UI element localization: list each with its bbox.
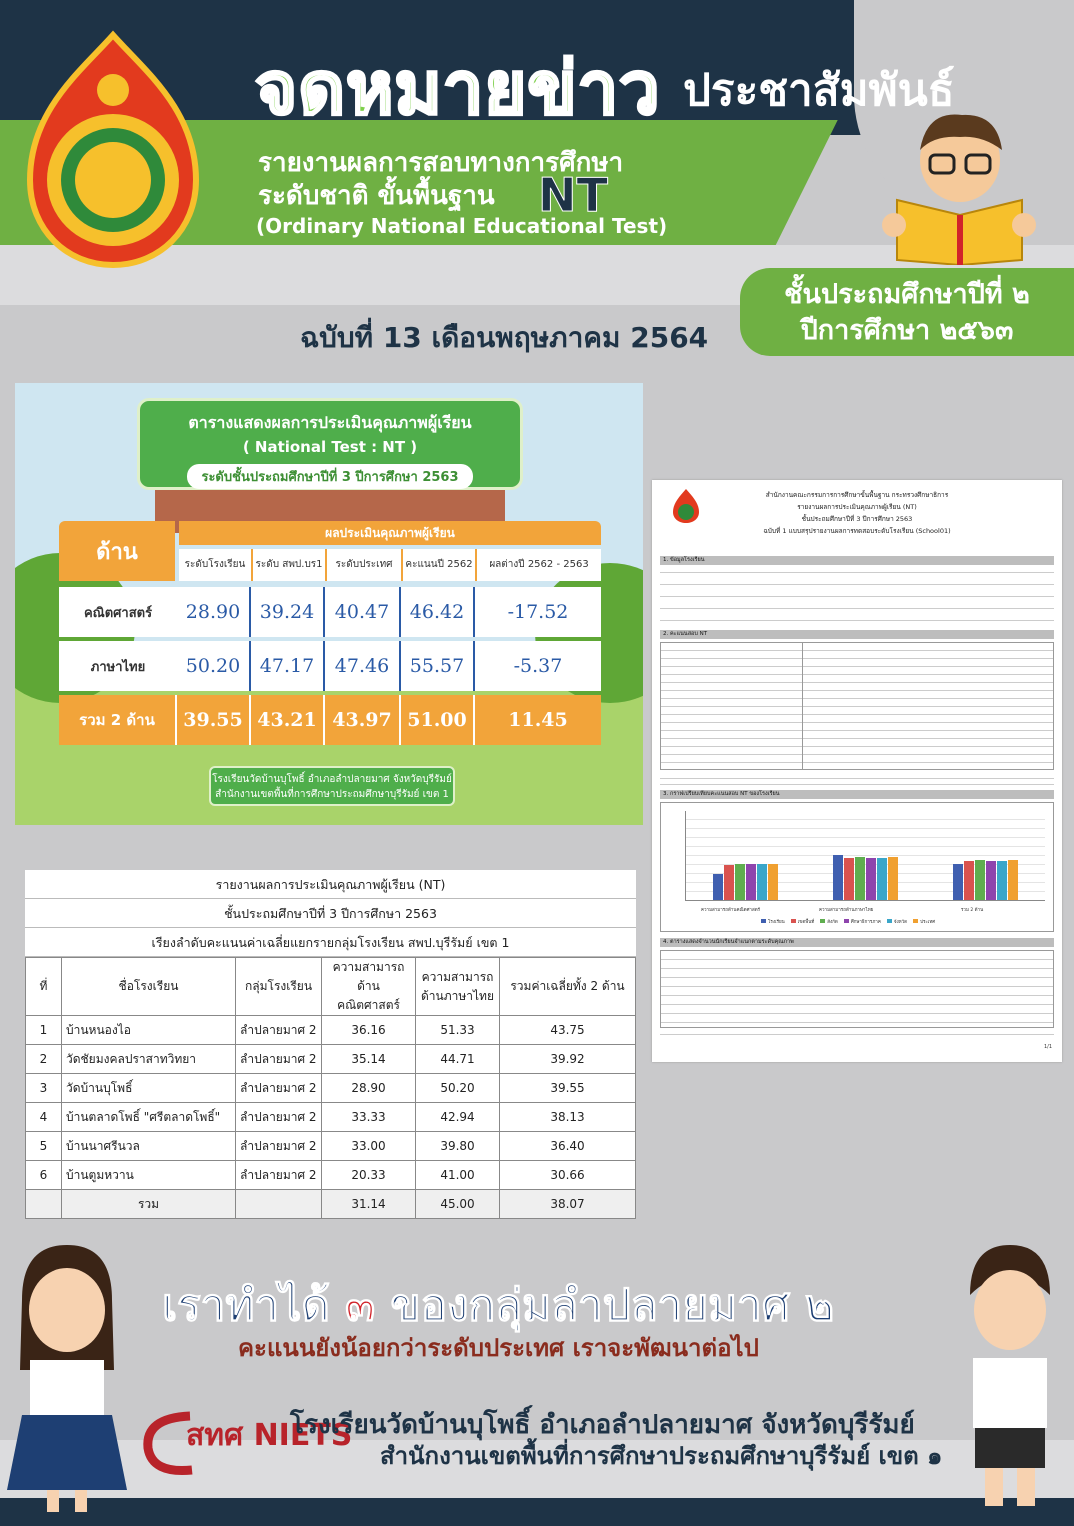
cell: บ้านนาศรีนวล [62, 1132, 236, 1161]
ranking-title1: รายงานผลการประเมินคุณภาพผู้เรียน (NT) [25, 870, 636, 899]
assessment-header: ผลประเมินคุณภาพผู้เรียน [179, 521, 601, 545]
cell: 6 [26, 1161, 62, 1190]
slogan-subtext: คะแนนยังน้อยกว่าระดับประเทศ เราจะพัฒนาต่อไป [238, 1334, 759, 1362]
slogan-rank: ๓ [345, 1280, 376, 1331]
cell: 20.33 [322, 1161, 416, 1190]
chart-bar [713, 874, 723, 900]
cell: วัดชัยมงคลปราสาทวิทยา [62, 1045, 236, 1074]
doc-head3: ชั้นประถมศึกษาปีที่ 3 ปีการศึกษา 2563 [801, 515, 913, 523]
row-label: คณิตศาสตร์ [83, 605, 153, 621]
doc-quality-table [660, 950, 1054, 1028]
cell: 5 [26, 1132, 62, 1161]
th-school: ชื่อโรงเรียน [62, 958, 236, 1016]
panel1-level: ระดับชั้นประถมศึกษาปีที่ 3 ปีการศึกษา 2563 [187, 464, 472, 489]
chart-legend-item [820, 918, 838, 925]
cell: ลำปลายมาศ 2 [236, 1016, 322, 1045]
cell: 1 [26, 1016, 62, 1045]
cell: 28.90 [177, 587, 251, 637]
newsletter-subtitle: ประชาสัมพันธ์ [683, 65, 955, 116]
doc-sec1: 1. ข้อมูลโรงเรียน [660, 556, 1054, 565]
chart-bar [997, 861, 1007, 900]
cell: 31.14 [322, 1190, 416, 1219]
cell: 35.14 [322, 1045, 416, 1074]
legend-swatch [820, 919, 825, 923]
legend-label: ประเทศ [920, 920, 936, 925]
cell: 38.13 [500, 1103, 636, 1132]
cell: 40.47 [325, 587, 401, 637]
legend-label: ศึกษาธิการภาค [850, 920, 881, 925]
chart-bar [757, 864, 767, 900]
student-reading-illustration [872, 105, 1042, 265]
legend-swatch [844, 919, 849, 923]
grade-line1: ชั้นประถมศึกษาปีที่ ๒ [784, 279, 1030, 310]
row-total [59, 695, 601, 745]
th-group: กลุ่มโรงเรียน [236, 958, 322, 1016]
chart-bar [877, 858, 887, 900]
legend-label: สังกัด [827, 920, 838, 925]
cell: 45.00 [416, 1190, 500, 1219]
col-diff: ผลต่างปี 2562 - 2563 [477, 549, 601, 581]
cell: 47.46 [325, 641, 401, 691]
cell: ลำปลายมาศ 2 [236, 1132, 322, 1161]
panel1-footer-line1: โรงเรียนวัดบ้านบุโพธิ์ อำเภอลำปลายมาศ จังหวัดบุรีรัมย์ [212, 774, 452, 785]
cell: 30.66 [500, 1161, 636, 1190]
doc-line [660, 778, 1054, 779]
th-thai: ความสามารถ ด้านภาษาไทย [416, 958, 500, 1016]
chart-bar [855, 857, 865, 900]
footer-dark-band [0, 1498, 1074, 1526]
chart-bar [735, 864, 745, 900]
niets-logo-text: สทศ NIETS [186, 1418, 353, 1453]
legend-label: จังหวัด [893, 920, 908, 925]
newsletter-title: จดหมายข่าว [255, 46, 661, 130]
doc-line [660, 784, 1054, 785]
table-row [26, 1045, 636, 1074]
cell [26, 1190, 62, 1219]
table-row [26, 1103, 636, 1132]
legend-swatch [761, 919, 766, 923]
chart-bar [888, 857, 898, 900]
cell: 36.16 [322, 1016, 416, 1045]
cell: 43.75 [500, 1016, 636, 1045]
col-nation: ระดับประเทศ [327, 549, 403, 581]
chart-legend-item [791, 918, 815, 925]
cell: 44.71 [416, 1045, 500, 1074]
nt-label: NT [538, 168, 608, 222]
chart-plot-area [685, 811, 1045, 901]
cell: ลำปลายมาศ 2 [236, 1161, 322, 1190]
cell: 50.20 [416, 1074, 500, 1103]
cell: บ้านตลาดโพธิ์ "ศรีตลาดโพธิ์" [62, 1103, 236, 1132]
cell: ลำปลายมาศ 2 [236, 1074, 322, 1103]
cell: 4 [26, 1103, 62, 1132]
legend-label: เขตพื้นที่ [797, 920, 815, 925]
cell: 28.90 [322, 1074, 416, 1103]
chart-legend-item [913, 918, 935, 925]
cell: ลำปลายมาศ 2 [236, 1045, 322, 1074]
panel1-title: ตารางแสดงผลการประเมินคุณภาพผู้เรียน [188, 413, 472, 432]
girl-student-illustration [2, 1240, 132, 1520]
cell: 36.40 [500, 1132, 636, 1161]
score-summary-panel [15, 383, 643, 825]
chart-bar [975, 860, 985, 900]
chart-bar [724, 865, 734, 900]
aspect-header: ด้าน [59, 521, 175, 581]
table-total-row [26, 1190, 636, 1219]
legend-swatch [791, 919, 796, 923]
chart-legend-item [761, 918, 785, 925]
chart-xlabel-2: รวม 2 ด้าน [961, 908, 984, 913]
school-report-document [652, 480, 1062, 1062]
table-header-row [26, 958, 636, 1016]
cell: 43.21 [251, 695, 325, 745]
grade-badge [740, 268, 1074, 356]
slogan-part-b: ของกลุ่มลำปลายมาศ ๒ [375, 1280, 835, 1331]
school-name: โรงเรียนวัดบ้านบุโพธิ์ อำเภอลำปลายมาศ จังหวัดบุรีรัมย์ [290, 1410, 915, 1440]
chart-xlabel-1: ความสามารถด้านภาษาไทย [819, 908, 874, 913]
doc-head4: ฉบับที่ 1 แบบสรุปรายงานผลการทดสอบระดับโรงเรียน (School01) [763, 527, 951, 535]
cell: 39.92 [500, 1045, 636, 1074]
doc-head2: รายงานผลการประเมินคุณภาพผู้เรียน (NT) [797, 503, 917, 511]
doc-table-divider [802, 642, 803, 770]
table-row [26, 1016, 636, 1045]
doc-sec4: 4. ตารางแสดงจำนวนนักเรียนจำแนกตามระดับคุณภาพ [660, 938, 1054, 947]
doc-line [660, 584, 1054, 585]
cell: 39.24 [251, 587, 325, 637]
report-title-line3: (Ordinary National Educational Test) [256, 214, 668, 238]
ranking-table [25, 957, 636, 1219]
cell: 50.20 [177, 641, 251, 691]
cell: วัดบ้านบุโพธิ์ [62, 1074, 236, 1103]
ranking-title3: เรียงลำดับคะแนนค่าเฉลี่ยแยกรายกลุ่มโรงเรียน สพป.บุรีรัมย์ เขต 1 [25, 928, 636, 957]
cell: 11.45 [508, 709, 568, 731]
cell: -17.52 [507, 601, 569, 623]
cell: ลำปลายมาศ 2 [236, 1103, 322, 1132]
col-district: ระดับ สพป.บร1 [253, 549, 327, 581]
chart-legend-item [887, 918, 907, 925]
doc-score-table [660, 642, 1054, 770]
report-title-line2: ระดับชาติ ขั้นพื้นฐาน [258, 181, 495, 211]
legend-swatch [913, 919, 918, 923]
chart-legend-item [844, 918, 881, 925]
cell: 55.57 [401, 641, 475, 691]
panel1-banner [137, 398, 523, 490]
row-label: ภาษาไทย [90, 659, 146, 675]
table-row [26, 1161, 636, 1190]
legend-label: โรงเรียน [768, 920, 785, 925]
doc-page-number: 1/1 [1043, 1044, 1052, 1050]
th-math: ความสามารถ ด้านคณิตศาสตร์ [322, 958, 416, 1016]
col-school: ระดับโรงเรียน [179, 549, 253, 581]
chart-bar [1008, 860, 1018, 900]
obec-seal-logo [22, 30, 204, 270]
doc-sec3: 3. กราฟเปรียบเทียบคะแนนสอบ NT ของโรงเรียน [660, 790, 1054, 799]
doc-chart-frame [660, 802, 1054, 932]
issue-label: ฉบับที่ 13 เดือนพฤษภาคม 2564 [300, 321, 709, 354]
doc-sec2: 2. คะแนนสอบ NT [660, 630, 1054, 639]
doc-line [660, 620, 1054, 621]
row-label: รวม 2 ด้าน [59, 695, 177, 745]
doc-line [660, 596, 1054, 597]
report-title-line1: รายงานผลการสอบทางการศึกษา [258, 148, 624, 178]
cell: บ้านตูมหวาน [62, 1161, 236, 1190]
panel1-footer [209, 766, 455, 806]
cell: 33.00 [322, 1132, 416, 1161]
cell: 51.00 [401, 695, 475, 745]
chart-bar [833, 855, 843, 900]
group-ranking-table [25, 870, 636, 1211]
cell: 2 [26, 1045, 62, 1074]
panel1-footer-line2: สำนักงานเขตพื้นที่การศึกษาประถมศึกษาบุรีรัมย์ เขต 1 [215, 789, 449, 800]
panel1-subtitle: ( National Test : NT ) [242, 438, 418, 456]
chart-bar [768, 864, 778, 900]
cell: 38.07 [500, 1190, 636, 1219]
cell: 46.42 [401, 587, 475, 637]
doc-line [660, 572, 1054, 573]
legend-swatch [887, 919, 892, 923]
cell: 39.55 [500, 1074, 636, 1103]
ranking-title2: ชั้นประถมศึกษาปีที่ 3 ปีการศึกษา 2563 [25, 899, 636, 928]
doc-line [660, 608, 1054, 609]
grade-line2: ปีการศึกษา ๒๕๖๓ [800, 315, 1014, 346]
chart-legend [761, 918, 935, 925]
th-average: รวมค่าเฉลี่ยทั้ง 2 ด้าน [500, 958, 636, 1016]
chart-bar [986, 861, 996, 900]
cell: 42.94 [416, 1103, 500, 1132]
boy-student-illustration [945, 1240, 1074, 1520]
cell: -5.37 [513, 655, 563, 677]
cell: 51.33 [416, 1016, 500, 1045]
th-rank: ที่ [26, 958, 62, 1016]
chart-bar [746, 864, 756, 900]
table-row [26, 1132, 636, 1161]
table-row [26, 1074, 636, 1103]
chart-bar [953, 864, 963, 900]
cell: รวม [62, 1190, 236, 1219]
cell [236, 1190, 322, 1219]
office-name: สำนักงานเขตพื้นที่การศึกษาประถมศึกษาบุรีรัมย์ เขต ๑ [380, 1442, 943, 1470]
doc-head1: สำนักงานคณะกรรมการการศึกษาขั้นพื้นฐาน กระทรวงศึกษาธิการ [765, 491, 949, 499]
slogan-part-a: เราทำได้ [162, 1280, 346, 1331]
col-2562: คะแนนปี 2562 [403, 549, 477, 581]
cell: 43.97 [325, 695, 401, 745]
cell: 39.55 [177, 695, 251, 745]
cell: บ้านหนองไอ [62, 1016, 236, 1045]
chart-xlabel-0: ความสามารถด้านคณิตศาสตร์ [701, 908, 761, 913]
cell: 47.17 [251, 641, 325, 691]
cell: 3 [26, 1074, 62, 1103]
chart-bar [964, 861, 974, 900]
chart-bar [844, 858, 854, 900]
cell: 33.33 [322, 1103, 416, 1132]
chart-bar [866, 858, 876, 900]
cell: 39.80 [416, 1132, 500, 1161]
cell: 41.00 [416, 1161, 500, 1190]
doc-line [660, 1034, 1054, 1035]
row-thai [59, 641, 601, 691]
row-math [59, 587, 601, 637]
